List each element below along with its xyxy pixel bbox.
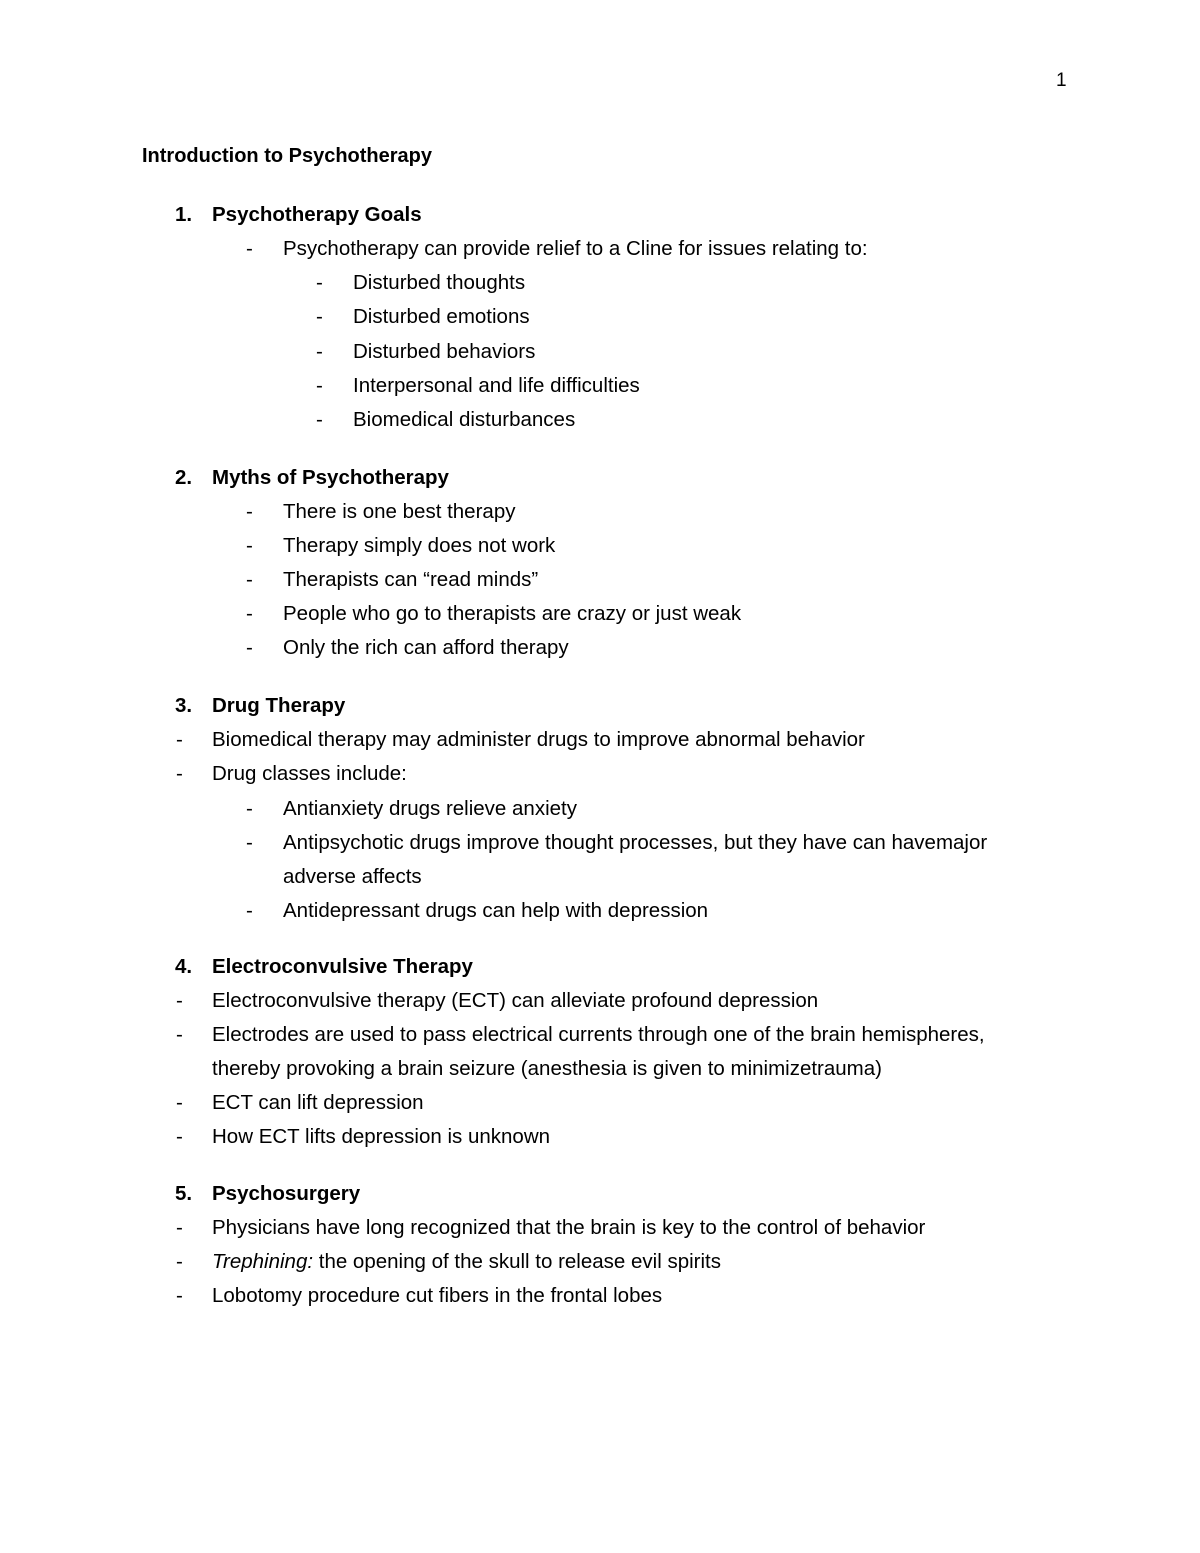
list-item: Physicians have long recognized that the brain is key to the control of behavior (212, 1216, 926, 1239)
list-item: Antidepressant drugs can help with depression (283, 899, 709, 922)
list-item: Only the rich can afford therapy (283, 636, 569, 659)
section-heading: Electroconvulsive Therapy (212, 955, 473, 978)
bullet-dash: - (176, 1023, 183, 1046)
bullet-dash: - (176, 728, 183, 751)
bullet-dash: - (176, 762, 183, 785)
section-number: 4. (175, 955, 193, 978)
italic-term: Trephining: (212, 1250, 314, 1273)
list-item: Electroconvulsive therapy (ECT) can alleviate profound depression (212, 989, 819, 1012)
list-item: Therapists can “read minds” (283, 568, 539, 591)
bullet-dash: - (246, 534, 253, 557)
list-item: Antianxiety drugs relieve anxiety (283, 797, 577, 820)
bullet-dash: - (246, 500, 253, 523)
list-item: There is one best therapy (283, 500, 516, 523)
section-heading: Myths of Psychotherapy (212, 466, 449, 489)
section-heading: Psychotherapy Goals (212, 203, 422, 226)
list-item: Biomedical therapy may administer drugs to improve abnormal behavior (212, 728, 865, 751)
bullet-dash: - (316, 408, 323, 431)
document-title: Introduction to Psychotherapy (142, 145, 433, 167)
bullet-dash: - (316, 340, 323, 363)
bullet-dash: - (176, 1216, 183, 1239)
page-number: 1 (1056, 70, 1067, 91)
bullet-dash: - (316, 305, 323, 328)
bullet-dash: - (176, 1125, 183, 1148)
bullet-dash: - (246, 797, 253, 820)
list-item: Disturbed thoughts (353, 271, 526, 294)
list-item: Electrodes are used to pass electrical currents through one of the brain hemispheres, (212, 1023, 985, 1046)
list-item: Therapy simply does not work (283, 534, 556, 557)
term-definition: the opening of the skull to release evil spirits (313, 1250, 721, 1273)
list-item: Psychotherapy can provide relief to a Cline for issues relating to: (283, 237, 868, 260)
list-item: Biomedical disturbances (353, 408, 576, 431)
bullet-dash: - (316, 374, 323, 397)
list-item: Lobotomy procedure cut fibers in the frontal lobes (212, 1284, 663, 1307)
bullet-dash: - (246, 568, 253, 591)
bullet-dash: - (246, 831, 253, 854)
section-number: 2. (175, 466, 193, 489)
bullet-dash: - (176, 989, 183, 1012)
bullet-dash: - (176, 1091, 183, 1114)
list-item (212, 1250, 721, 1274)
list-item: ECT can lift depression (212, 1091, 424, 1114)
list-item: Interpersonal and life difficulties (353, 374, 640, 397)
list-item: Disturbed emotions (353, 305, 530, 328)
list-item: How ECT lifts depression is unknown (212, 1125, 551, 1148)
list-item: Drug classes include: (212, 762, 407, 785)
section-heading: Drug Therapy (212, 694, 346, 717)
section-number: 3. (175, 694, 193, 717)
bullet-dash: - (246, 602, 253, 625)
list-item-continuation: thereby provoking a brain seizure (anesthesia is given to minimizetrauma) (212, 1057, 882, 1080)
section-number: 5. (175, 1182, 193, 1205)
list-item: Antipsychotic drugs improve thought processes, but they have can havemajor (283, 831, 988, 854)
list-item: Disturbed behaviors (353, 340, 536, 363)
bullet-dash: - (316, 271, 323, 294)
section-heading: Psychosurgery (212, 1182, 361, 1205)
list-item: People who go to therapists are crazy or just weak (283, 602, 742, 625)
bullet-dash: - (176, 1250, 183, 1273)
section-number: 1. (175, 203, 193, 226)
bullet-dash: - (176, 1284, 183, 1307)
bullet-dash: - (246, 899, 253, 922)
bullet-dash: - (246, 636, 253, 659)
bullet-dash: - (246, 237, 253, 260)
list-item-continuation: adverse affects (283, 865, 422, 888)
